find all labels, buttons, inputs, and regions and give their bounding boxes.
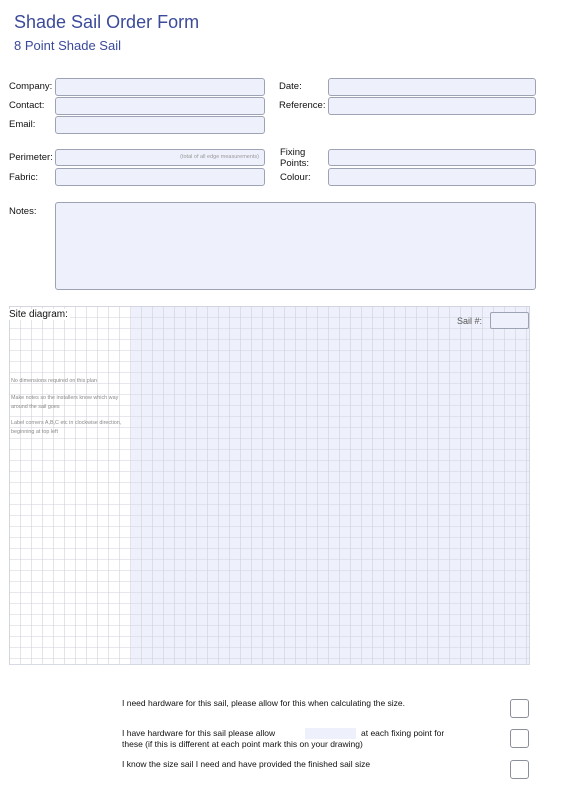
diagram-grid <box>9 306 530 665</box>
notes-field[interactable] <box>55 202 536 290</box>
fabric-field[interactable] <box>55 168 265 186</box>
email-field[interactable] <box>55 116 265 134</box>
hardware-allow-text: I need hardware for this sail, please allow for this when calculating the size. <box>122 698 406 708</box>
sail-number-field[interactable] <box>490 312 529 329</box>
perimeter-field[interactable] <box>55 149 265 166</box>
know-size-text: I know the size sail I need and have provided the finished sail size <box>122 759 371 769</box>
diagram-note-1: No dimensions required on this plan <box>11 378 98 384</box>
diagram-note-2: Make notes so the installers know which way around the sail goes <box>11 395 119 410</box>
company-label: Company: <box>9 81 53 92</box>
colour-label: Colour: <box>280 172 311 183</box>
hardware-allow-checkbox[interactable] <box>510 699 529 718</box>
form-title: Shade Sail Order Form <box>14 12 200 32</box>
fixing-points-label-line2: Points: <box>280 158 310 169</box>
notes-label: Notes: <box>9 206 37 217</box>
contact-label: Contact: <box>9 100 45 111</box>
company-field[interactable] <box>55 78 265 96</box>
have-hardware-text-1: I have hardware for this sail please allow <box>122 728 276 738</box>
email-label: Email: <box>9 119 36 130</box>
hardware-allowance-field[interactable] <box>305 728 356 739</box>
date-label: Date: <box>279 81 302 92</box>
perimeter-label: Perimeter: <box>9 152 53 163</box>
date-field[interactable] <box>328 78 536 96</box>
know-size-checkbox[interactable] <box>510 760 529 779</box>
fixing-points-label-line1: Fixing <box>280 147 306 158</box>
have-hardware-text-3: these (if this is different at each point mark this on your drawing) <box>122 739 363 749</box>
site-diagram-label: Site diagram: <box>9 309 68 320</box>
colour-field[interactable] <box>328 168 536 186</box>
reference-field[interactable] <box>328 97 536 115</box>
have-hardware-text-2: at each fixing point for <box>361 728 445 738</box>
contact-field[interactable] <box>55 97 265 115</box>
diagram-note-3: Label corners A,B,C etc in clockwise direction, beginning at top left <box>11 420 122 435</box>
site-diagram[interactable] <box>9 306 530 665</box>
form-subtitle: 8 Point Shade Sail <box>14 38 121 53</box>
perimeter-hint: (total of all edge measurements) <box>180 154 259 160</box>
fabric-label: Fabric: <box>9 172 39 183</box>
have-hardware-checkbox[interactable] <box>510 729 529 748</box>
sail-number-label: Sail #: <box>457 316 483 326</box>
fixing-points-field[interactable] <box>328 149 536 166</box>
reference-label: Reference: <box>279 100 326 111</box>
